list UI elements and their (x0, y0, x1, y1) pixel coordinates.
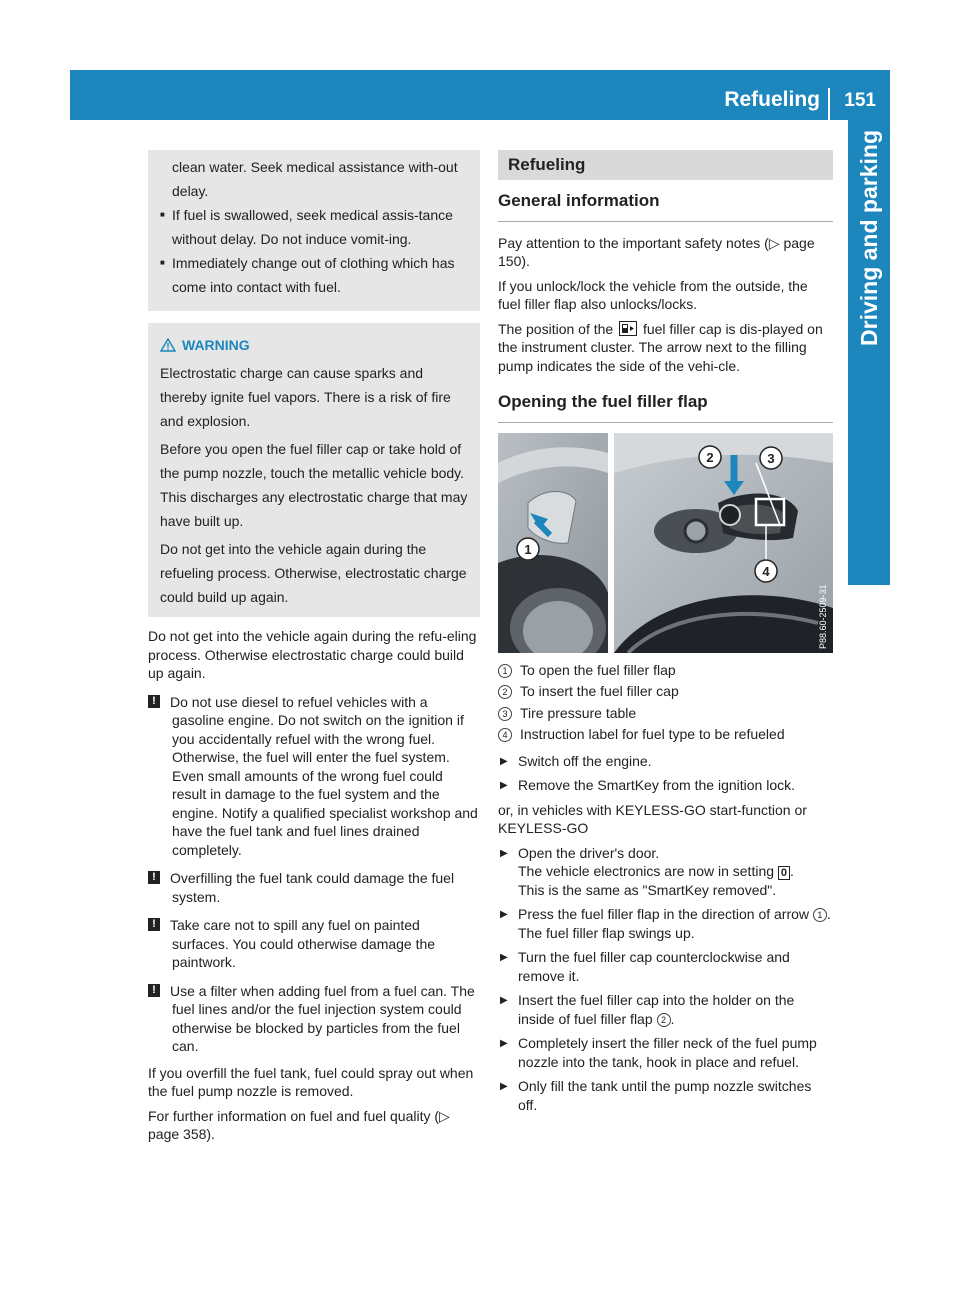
instruction-step: ▶ Insert the fuel filler cap into the holder on the inside of fuel filler flap 2 . (498, 991, 833, 1028)
warning-paragraph: Electrostatic charge can cause sparks and thereby ignite fuel vapors. There is a risk of fire and explosion. (160, 365, 451, 429)
instruction-step: ▶ Remove the SmartKey from the ignition lock. (498, 776, 833, 795)
exclamation-icon: ! (148, 695, 160, 708)
legend-item (498, 725, 833, 744)
step-result: This is the same as "SmartKey removed". (518, 881, 777, 898)
warning-continued-text: clean water. Seek medical assistance with-out delay. (172, 159, 458, 199)
legend-number: 1 (498, 664, 512, 678)
cross-reference[interactable]: Pay attention to the important safety notes (▷ page 150). (498, 234, 815, 269)
figure-callout: 3 (767, 450, 775, 466)
warning-paragraph: Do not get into the vehicle again during the refueling process. Otherwise, electrostatic charge could build up again. (160, 541, 467, 605)
body-paragraph: If you unlock/lock the vehicle from the outside, the fuel filler flap also unlocks/locks. (498, 277, 808, 312)
legend-text: To insert the fuel filler cap (520, 683, 679, 699)
section-title: Refueling (498, 150, 833, 180)
inline-callout: 2 (657, 1013, 671, 1027)
fuel-filler-flap-figure (498, 433, 833, 653)
instruction-step: ▶ Completely insert the filler neck of the fuel pump nozzle into the tank, hook in place and refuel. (498, 1034, 833, 1071)
note-item (148, 693, 480, 860)
body-paragraph (498, 320, 833, 376)
note-text: Do not use diesel to refuel vehicles with a gasoline engine. Do not switch on the ignition if you accidentally refuel with the wrong fuel. Otherwise, the fuel will enter the fuel system. Even small amounts of the wrong fuel could result in damage to the fuel system and the engine. Notify a qualified specialist workshop and have the fuel tank and fuel lines drained completely. (170, 693, 478, 858)
side-tab-label: Driving and parking (856, 130, 882, 346)
step-text: ▶ Open the driver's door. (518, 844, 660, 861)
instruction-step: ▶ Only fill the tank until the pump nozzle switches off. (498, 1077, 833, 1114)
figure-code: P88.60-2509-31 (818, 583, 828, 649)
step-text: The vehicle electronics are now in setting (518, 863, 775, 879)
exclamation-icon: ! (148, 871, 160, 884)
step-result: The vehicle electronics are now in setting 0 . (518, 863, 794, 879)
header-title: Refueling (724, 88, 820, 111)
instruction-step (498, 844, 833, 900)
setting-symbol: 0 (778, 866, 790, 880)
legend-number: 3 (498, 707, 512, 721)
legend-text: Tire pressure table (520, 704, 637, 721)
exclamation-icon: ! (148, 918, 160, 931)
text-part: fuel filler cap is dis-played on the instrument cluster. The arrow next to the filling pump indicates the side of the vehi-cle. (498, 320, 823, 374)
right-column (498, 150, 833, 1114)
legend-text: Instruction label for fuel type to be refueled (520, 726, 785, 742)
figure-legend (498, 661, 833, 744)
cross-reference[interactable]: For further information on fuel and fuel quality (▷ page 358). (148, 1107, 450, 1142)
figure-callout: 1 (524, 541, 532, 557)
warning-label: WARNING (182, 337, 250, 353)
figure-callout: 4 (762, 563, 770, 579)
subheading-general-information: General information (498, 192, 833, 222)
page-header (70, 70, 890, 120)
warning-triangle-icon (160, 338, 176, 352)
instruction-step: ▶ Turn the fuel filler cap counterclockwise and remove it. (498, 948, 833, 985)
instruction-step: ▶ Switch off the engine. (498, 752, 833, 771)
legend-text: To open the fuel filler flap (520, 661, 676, 678)
instruction-step (498, 905, 833, 942)
text-part: The position of the (498, 320, 614, 337)
step-text: ▶ Press the fuel filler flap in the direction of arrow 1 . (518, 906, 831, 922)
legend-item (498, 661, 833, 680)
header-divider (828, 88, 830, 120)
side-tab (848, 120, 890, 585)
note-item (148, 982, 480, 1056)
legend-number: 4 (498, 728, 512, 742)
exclamation-icon: ! (148, 984, 160, 997)
note-text: Overfilling the fuel tank could damage the fuel system. (170, 870, 455, 905)
left-column (148, 150, 480, 1144)
body-paragraph: If you overfill the fuel tank, fuel could spray out when the fuel pump nozzle is removed. (148, 1064, 474, 1099)
legend-item (498, 682, 833, 701)
subheading-opening-fuel-flap: Opening the fuel filler flap (498, 393, 833, 423)
body-paragraph: Do not get into the vehicle again during the refu-eling process. Otherwise electrostatic charge could build up again. (148, 628, 477, 681)
warning-bullet: ■ Immediately change out of clothing which has come into contact with fuel. (160, 251, 468, 299)
note-text: Take care not to spill any fuel on painted surfaces. You could otherwise damage the paintwork. (170, 917, 436, 970)
inline-callout: 1 (813, 908, 827, 922)
page-number: 151 (844, 90, 876, 111)
note-item (148, 916, 480, 972)
legend-number: 2 (498, 685, 512, 699)
step-text: Insert the fuel filler cap into the holder on the inside of fuel filler flap (518, 992, 795, 1027)
figure-callout: 2 (706, 449, 714, 465)
legend-item (498, 704, 833, 723)
note-text: Use a filter when adding fuel from a fuel can. The fuel lines and/or the fuel injection system could otherwise be blocked by particles from the fuel can. (170, 982, 475, 1054)
warning-bullet: ■ If fuel is swallowed, seek medical assis-tance without delay. Do not induce vomit-ing. (160, 203, 468, 251)
fuel-pump-icon (619, 321, 637, 336)
warning-continued-box (148, 150, 480, 311)
step-result: The fuel filler flap swings up. (518, 924, 695, 941)
warning-paragraph: Before you open the fuel filler cap or take hold of the pump nozzle, touch the metallic vehicle body. This discharges any electrostatic charge that may have built up. (160, 441, 468, 529)
note-item (148, 869, 480, 906)
warning-box (148, 323, 480, 617)
step-text: Press the fuel filler flap in the direction of arrow (518, 906, 810, 922)
body-paragraph: or, in vehicles with KEYLESS-GO start-function or KEYLESS-GO (498, 801, 807, 836)
warning-heading (160, 333, 468, 357)
